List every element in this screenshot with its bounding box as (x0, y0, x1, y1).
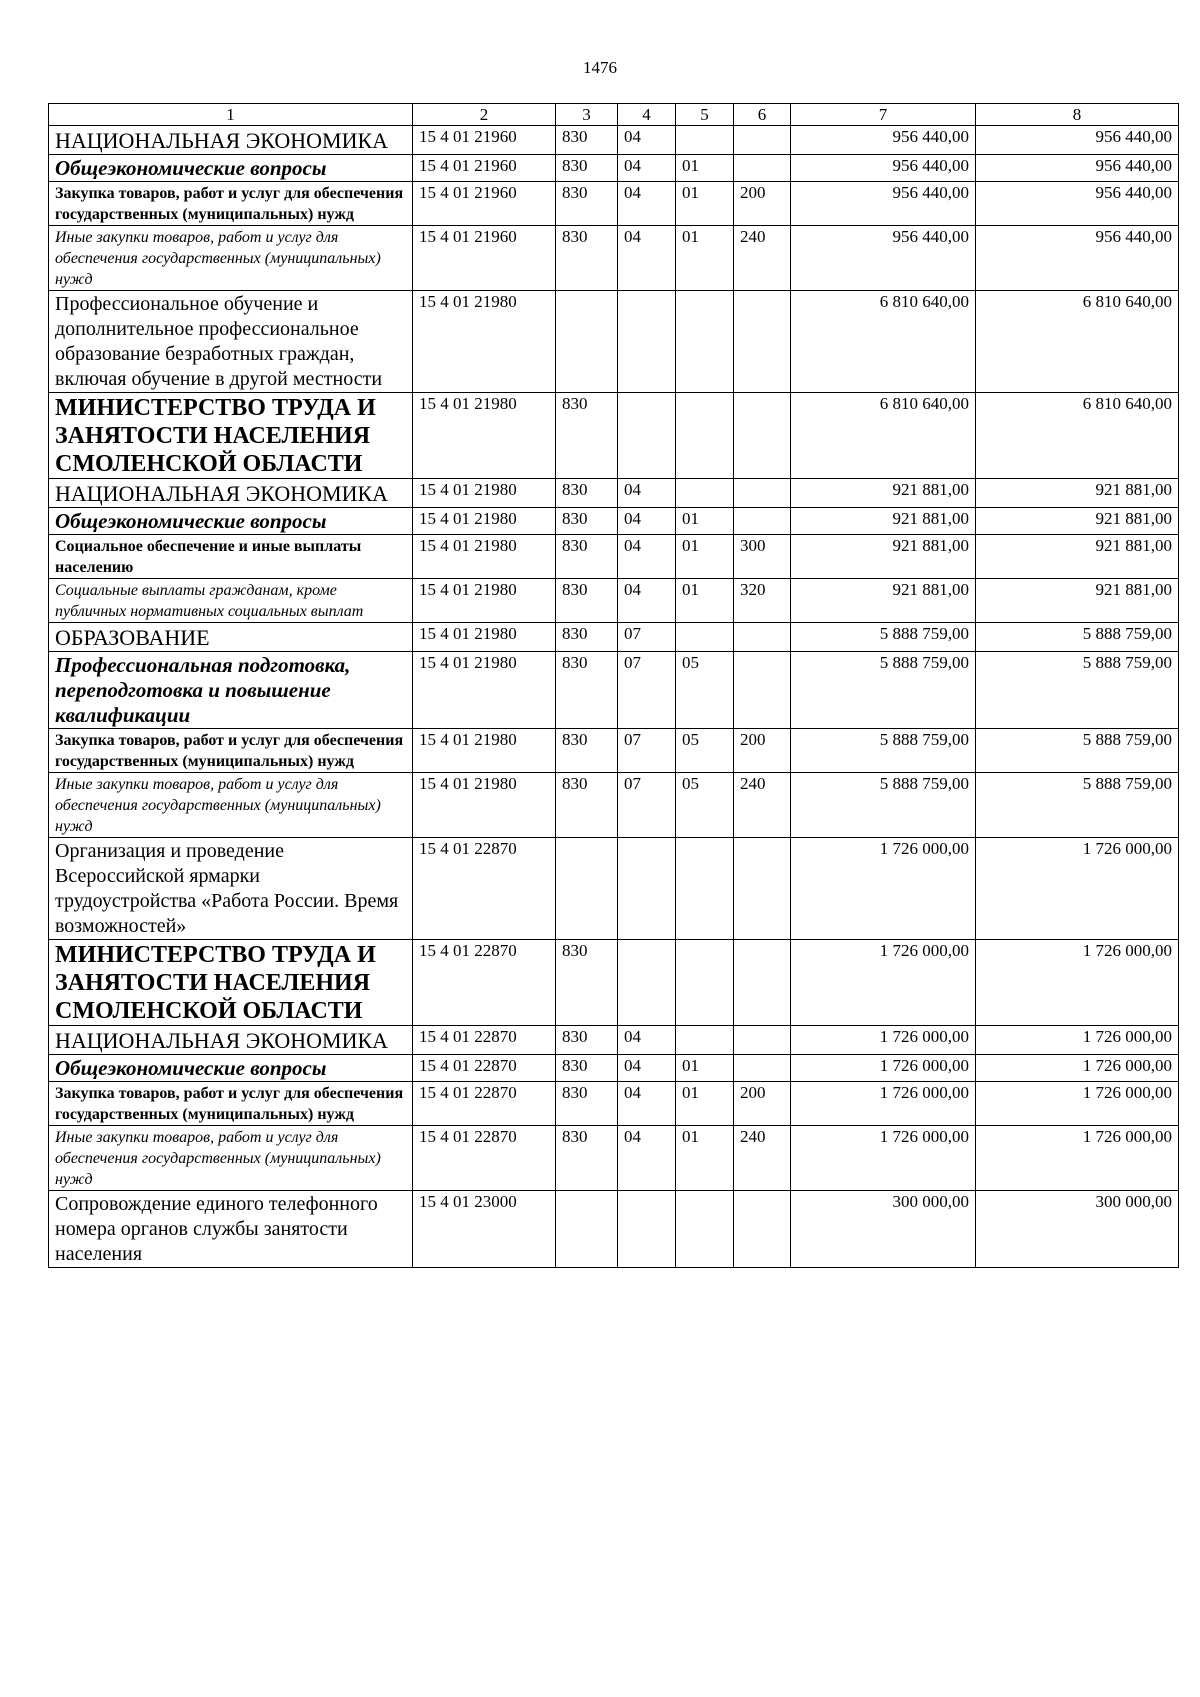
header-row (49, 104, 1179, 126)
budget-table (48, 103, 1179, 1268)
target-code-cell: 15 4 01 21960 (413, 155, 556, 182)
section-code-cell (618, 940, 676, 1026)
section-code-cell: 04 (618, 226, 676, 291)
row-name: НАЦИОНАЛЬНАЯ ЭКОНОМИКА (55, 1028, 389, 1053)
row-name: НАЦИОНАЛЬНАЯ ЭКОНОМИКА (55, 128, 389, 153)
expense-type-cell (734, 291, 791, 393)
subsection-code-cell: 05 (676, 729, 734, 773)
target-code-cell: 15 4 01 21980 (413, 729, 556, 773)
amount-cell: 1 726 000,00 (976, 838, 1179, 940)
ministry-code-cell: 830 (556, 1055, 618, 1082)
expense-type-cell (734, 940, 791, 1026)
ministry-code-cell: 830 (556, 126, 618, 155)
section-code-cell (618, 838, 676, 940)
target-code-cell: 15 4 01 21980 (413, 652, 556, 729)
section-code-cell (618, 393, 676, 479)
section-code-cell: 04 (618, 155, 676, 182)
row-name-cell (49, 773, 413, 838)
table-row (49, 1191, 1179, 1268)
target-code-cell: 15 4 01 22870 (413, 940, 556, 1026)
target-code-cell: 15 4 01 22870 (413, 1082, 556, 1126)
table-row (49, 479, 1179, 508)
ministry-code-cell (556, 838, 618, 940)
section-code-cell: 04 (618, 1026, 676, 1055)
ministry-code-cell: 830 (556, 226, 618, 291)
row-name: Общеэкономические вопросы (55, 1056, 327, 1080)
row-name: Профессиональное обучение и дополнительное профессиональное образование безработных граждан, включая обучение в другой местности (55, 293, 383, 390)
expense-type-cell (734, 393, 791, 479)
subsection-code-cell (676, 393, 734, 479)
section-code-cell (618, 291, 676, 393)
row-name-cell (49, 623, 413, 652)
column-header: 4 (618, 104, 676, 126)
ministry-code-cell: 830 (556, 579, 618, 623)
target-code-cell: 15 4 01 22870 (413, 1026, 556, 1055)
amount-cell: 956 440,00 (791, 126, 976, 155)
target-code-cell: 15 4 01 22870 (413, 1126, 556, 1191)
row-name: МИНИСТЕРСТВО ТРУДА И ЗАНЯТОСТИ НАСЕЛЕНИЯ СМОЛЕНСКОЙ ОБЛАСТИ (55, 942, 376, 1024)
subsection-code-cell: 01 (676, 155, 734, 182)
target-code-cell: 15 4 01 21960 (413, 182, 556, 226)
row-name-cell (49, 1126, 413, 1191)
ministry-code-cell: 830 (556, 1026, 618, 1055)
target-code-cell: 15 4 01 21980 (413, 291, 556, 393)
table-row (49, 838, 1179, 940)
subsection-code-cell: 01 (676, 1082, 734, 1126)
table-row (49, 393, 1179, 479)
row-name: Закупка товаров, работ и услуг для обеспечения государственных (муниципальных) нужд (55, 185, 404, 223)
row-name: НАЦИОНАЛЬНАЯ ЭКОНОМИКА (55, 481, 389, 506)
amount-cell: 956 440,00 (976, 126, 1179, 155)
amount-cell: 5 888 759,00 (976, 729, 1179, 773)
amount-cell: 1 726 000,00 (791, 1026, 976, 1055)
subsection-code-cell (676, 291, 734, 393)
target-code-cell: 15 4 01 21980 (413, 508, 556, 535)
amount-cell: 956 440,00 (791, 182, 976, 226)
row-name: Иные закупки товаров, работ и услуг для обеспечения государственных (муниципальных) нужд (55, 1129, 381, 1188)
amount-cell: 1 726 000,00 (976, 1126, 1179, 1191)
section-code-cell: 04 (618, 535, 676, 579)
section-code-cell: 07 (618, 652, 676, 729)
row-name-cell (49, 579, 413, 623)
column-header: 7 (791, 104, 976, 126)
amount-cell: 1 726 000,00 (976, 1055, 1179, 1082)
subsection-code-cell: 01 (676, 508, 734, 535)
expense-type-cell (734, 652, 791, 729)
table-row (49, 1126, 1179, 1191)
row-name-cell (49, 940, 413, 1026)
amount-cell: 1 726 000,00 (976, 940, 1179, 1026)
row-name: Закупка товаров, работ и услуг для обеспечения государственных (муниципальных) нужд (55, 1085, 404, 1123)
amount-cell: 1 726 000,00 (976, 1082, 1179, 1126)
ministry-code-cell: 830 (556, 182, 618, 226)
row-name-cell (49, 393, 413, 479)
row-name: Социальные выплаты гражданам, кроме публичных нормативных социальных выплат (55, 582, 364, 620)
section-code-cell (618, 1191, 676, 1268)
table-row (49, 291, 1179, 393)
row-name: Общеэкономические вопросы (55, 509, 327, 533)
ministry-code-cell (556, 1191, 618, 1268)
expense-type-cell: 240 (734, 1126, 791, 1191)
amount-cell: 5 888 759,00 (791, 652, 976, 729)
expense-type-cell: 200 (734, 729, 791, 773)
column-header: 2 (413, 104, 556, 126)
subsection-code-cell: 01 (676, 226, 734, 291)
ministry-code-cell: 830 (556, 1126, 618, 1191)
target-code-cell: 15 4 01 21980 (413, 479, 556, 508)
target-code-cell: 15 4 01 21980 (413, 535, 556, 579)
amount-cell: 956 440,00 (976, 226, 1179, 291)
subsection-code-cell: 05 (676, 773, 734, 838)
section-code-cell: 04 (618, 508, 676, 535)
target-code-cell: 15 4 01 22870 (413, 1055, 556, 1082)
table-row (49, 226, 1179, 291)
subsection-code-cell (676, 1026, 734, 1055)
row-name-cell (49, 1026, 413, 1055)
target-code-cell: 15 4 01 21960 (413, 226, 556, 291)
subsection-code-cell: 01 (676, 535, 734, 579)
table-row (49, 1082, 1179, 1126)
table-row (49, 623, 1179, 652)
target-code-cell: 15 4 01 22870 (413, 838, 556, 940)
amount-cell: 5 888 759,00 (791, 623, 976, 652)
amount-cell: 1 726 000,00 (791, 1126, 976, 1191)
table-row (49, 1055, 1179, 1082)
target-code-cell: 15 4 01 21980 (413, 623, 556, 652)
row-name: Иные закупки товаров, работ и услуг для обеспечения государственных (муниципальных) нужд (55, 776, 381, 835)
subsection-code-cell: 01 (676, 1126, 734, 1191)
table-row (49, 535, 1179, 579)
expense-type-cell (734, 838, 791, 940)
expense-type-cell (734, 508, 791, 535)
row-name-cell (49, 291, 413, 393)
ministry-code-cell: 830 (556, 535, 618, 579)
row-name-cell (49, 1191, 413, 1268)
table-row (49, 182, 1179, 226)
section-code-cell: 04 (618, 1082, 676, 1126)
row-name: Сопровождение единого телефонного номера органов службы занятости населения (55, 1193, 378, 1265)
section-code-cell: 04 (618, 126, 676, 155)
table-row (49, 1026, 1179, 1055)
row-name-cell (49, 1055, 413, 1082)
amount-cell: 300 000,00 (976, 1191, 1179, 1268)
amount-cell: 1 726 000,00 (791, 1082, 976, 1126)
expense-type-cell: 240 (734, 773, 791, 838)
subsection-code-cell (676, 1191, 734, 1268)
amount-cell: 5 888 759,00 (791, 729, 976, 773)
amount-cell: 1 726 000,00 (791, 1055, 976, 1082)
amount-cell: 921 881,00 (791, 579, 976, 623)
ministry-code-cell: 830 (556, 652, 618, 729)
amount-cell: 6 810 640,00 (791, 291, 976, 393)
section-code-cell: 04 (618, 182, 676, 226)
amount-cell: 921 881,00 (976, 535, 1179, 579)
row-name: МИНИСТЕРСТВО ТРУДА И ЗАНЯТОСТИ НАСЕЛЕНИЯ СМОЛЕНСКОЙ ОБЛАСТИ (55, 395, 376, 477)
row-name-cell (49, 1082, 413, 1126)
table-row (49, 773, 1179, 838)
amount-cell: 6 810 640,00 (976, 291, 1179, 393)
row-name-cell (49, 535, 413, 579)
page-number: 1476 (583, 58, 617, 77)
amount-cell: 1 726 000,00 (791, 940, 976, 1026)
expense-type-cell (734, 1191, 791, 1268)
row-name-cell (49, 479, 413, 508)
target-code-cell: 15 4 01 21980 (413, 393, 556, 479)
section-code-cell: 07 (618, 773, 676, 838)
target-code-cell: 15 4 01 21980 (413, 773, 556, 838)
row-name-cell (49, 729, 413, 773)
subsection-code-cell: 05 (676, 652, 734, 729)
table-row (49, 508, 1179, 535)
expense-type-cell (734, 155, 791, 182)
section-code-cell: 04 (618, 579, 676, 623)
expense-type-cell (734, 126, 791, 155)
section-code-cell: 07 (618, 729, 676, 773)
ministry-code-cell (556, 291, 618, 393)
column-header: 1 (49, 104, 413, 126)
row-name-cell (49, 652, 413, 729)
table-row (49, 940, 1179, 1026)
ministry-code-cell: 830 (556, 1082, 618, 1126)
amount-cell: 6 810 640,00 (976, 393, 1179, 479)
row-name-cell (49, 226, 413, 291)
row-name: Социальное обеспечение и иные выплаты населению (55, 538, 362, 576)
ministry-code-cell: 830 (556, 940, 618, 1026)
row-name-cell (49, 838, 413, 940)
column-header: 5 (676, 104, 734, 126)
column-header: 8 (976, 104, 1179, 126)
amount-cell: 921 881,00 (791, 508, 976, 535)
amount-cell: 956 440,00 (791, 226, 976, 291)
subsection-code-cell: 01 (676, 579, 734, 623)
amount-cell: 956 440,00 (791, 155, 976, 182)
amount-cell: 921 881,00 (976, 579, 1179, 623)
amount-cell: 956 440,00 (976, 182, 1179, 226)
expense-type-cell (734, 1055, 791, 1082)
row-name: Закупка товаров, работ и услуг для обеспечения государственных (муниципальных) нужд (55, 732, 404, 770)
table-row (49, 155, 1179, 182)
amount-cell: 1 726 000,00 (976, 1026, 1179, 1055)
amount-cell: 921 881,00 (791, 535, 976, 579)
amount-cell: 956 440,00 (976, 155, 1179, 182)
table-row (49, 652, 1179, 729)
expense-type-cell (734, 623, 791, 652)
subsection-code-cell (676, 940, 734, 1026)
expense-type-cell (734, 479, 791, 508)
expense-type-cell: 200 (734, 1082, 791, 1126)
section-code-cell: 04 (618, 479, 676, 508)
ministry-code-cell: 830 (556, 729, 618, 773)
subsection-code-cell (676, 479, 734, 508)
row-name-cell (49, 155, 413, 182)
ministry-code-cell: 830 (556, 479, 618, 508)
table-row (49, 729, 1179, 773)
row-name: ОБРАЗОВАНИЕ (55, 625, 210, 650)
subsection-code-cell (676, 126, 734, 155)
row-name-cell (49, 182, 413, 226)
table-row (49, 126, 1179, 155)
target-code-cell: 15 4 01 23000 (413, 1191, 556, 1268)
expense-type-cell (734, 1026, 791, 1055)
column-header: 3 (556, 104, 618, 126)
row-name-cell (49, 508, 413, 535)
ministry-code-cell: 830 (556, 393, 618, 479)
amount-cell: 921 881,00 (791, 479, 976, 508)
ministry-code-cell: 830 (556, 773, 618, 838)
row-name: Иные закупки товаров, работ и услуг для обеспечения государственных (муниципальных) нужд (55, 229, 381, 288)
target-code-cell: 15 4 01 21980 (413, 579, 556, 623)
subsection-code-cell (676, 838, 734, 940)
subsection-code-cell (676, 623, 734, 652)
ministry-code-cell: 830 (556, 623, 618, 652)
section-code-cell: 07 (618, 623, 676, 652)
expense-type-cell: 300 (734, 535, 791, 579)
amount-cell: 5 888 759,00 (976, 773, 1179, 838)
target-code-cell: 15 4 01 21960 (413, 126, 556, 155)
amount-cell: 5 888 759,00 (791, 773, 976, 838)
ministry-code-cell: 830 (556, 508, 618, 535)
table-row (49, 579, 1179, 623)
expense-type-cell: 320 (734, 579, 791, 623)
amount-cell: 1 726 000,00 (791, 838, 976, 940)
amount-cell: 921 881,00 (976, 508, 1179, 535)
amount-cell: 921 881,00 (976, 479, 1179, 508)
amount-cell: 5 888 759,00 (976, 623, 1179, 652)
row-name: Организация и проведение Всероссийской ярмарки трудоустройства «Работа России. Время возможностей» (55, 840, 399, 937)
amount-cell: 5 888 759,00 (976, 652, 1179, 729)
row-name: Профессиональная подготовка, переподготовка и повышение квалификации (55, 653, 351, 727)
row-name-cell (49, 126, 413, 155)
subsection-code-cell: 01 (676, 1055, 734, 1082)
section-code-cell: 04 (618, 1055, 676, 1082)
ministry-code-cell: 830 (556, 155, 618, 182)
expense-type-cell: 240 (734, 226, 791, 291)
expense-type-cell: 200 (734, 182, 791, 226)
section-code-cell: 04 (618, 1126, 676, 1191)
column-header: 6 (734, 104, 791, 126)
row-name: Общеэкономические вопросы (55, 156, 327, 180)
amount-cell: 300 000,00 (791, 1191, 976, 1268)
amount-cell: 6 810 640,00 (791, 393, 976, 479)
subsection-code-cell: 01 (676, 182, 734, 226)
